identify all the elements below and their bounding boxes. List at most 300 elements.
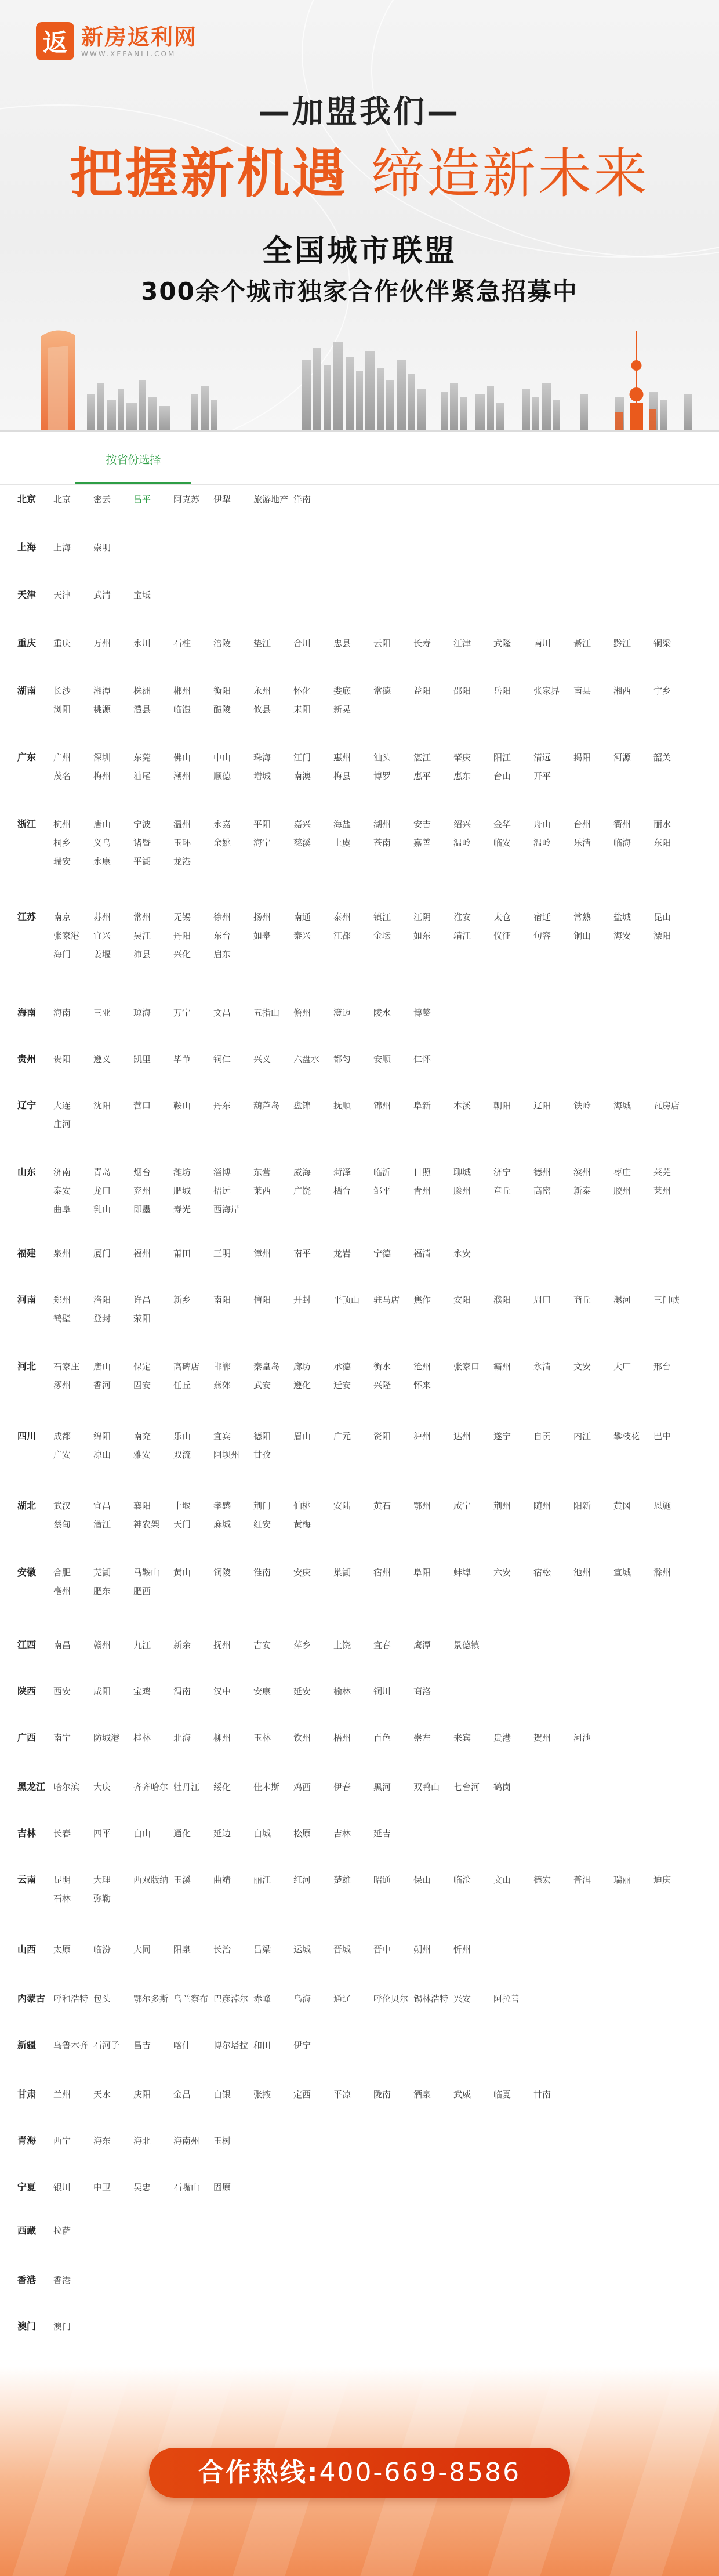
city-link[interactable]: 海盐 (333, 819, 351, 829)
city-link[interactable]: 安庆 (293, 1567, 311, 1578)
city-link[interactable]: 溧阳 (653, 930, 671, 941)
city-link[interactable]: 许昌 (133, 1295, 151, 1305)
city-link[interactable]: 牡丹江 (173, 1782, 200, 1792)
city-link[interactable]: 濮阳 (493, 1295, 511, 1305)
city-link[interactable]: 岳阳 (493, 686, 511, 696)
city-link[interactable]: 铜仁 (213, 1054, 231, 1064)
city-link[interactable]: 临沂 (373, 1167, 391, 1178)
city-link[interactable]: 肇庆 (453, 752, 471, 763)
city-link[interactable]: 如皋 (253, 930, 271, 941)
city-link[interactable]: 仁怀 (413, 1054, 431, 1064)
city-link[interactable]: 白山 (133, 1828, 151, 1839)
city-link[interactable]: 眉山 (293, 1431, 311, 1441)
city-link[interactable]: 鄂州 (413, 1501, 431, 1511)
city-link[interactable]: 梧州 (333, 1733, 351, 1743)
city-link[interactable]: 广饶 (293, 1186, 311, 1196)
city-link[interactable]: 江门 (293, 752, 311, 763)
city-link[interactable]: 淮安 (453, 912, 471, 922)
city-link[interactable]: 南充 (133, 1431, 151, 1441)
city-link[interactable]: 吴忠 (133, 2182, 151, 2193)
city-link[interactable]: 西海岸 (213, 1204, 240, 1215)
city-link[interactable]: 澳门 (53, 2321, 71, 2332)
city-link[interactable]: 石嘴山 (173, 2182, 200, 2193)
city-link[interactable]: 贵港 (493, 1733, 511, 1743)
city-link[interactable]: 文安 (573, 1361, 591, 1372)
city-link[interactable]: 广安 (53, 1450, 71, 1460)
city-link[interactable]: 南澳 (293, 771, 311, 781)
city-link[interactable]: 澄迈 (333, 1008, 351, 1018)
city-link[interactable]: 广元 (333, 1431, 351, 1441)
city-link[interactable]: 宿松 (533, 1567, 551, 1578)
city-link[interactable]: 丽江 (253, 1875, 271, 1885)
city-link[interactable]: 郑州 (53, 1295, 71, 1305)
city-link[interactable]: 栖台 (333, 1186, 351, 1196)
city-link[interactable]: 陇南 (373, 2089, 391, 2100)
city-link[interactable]: 黄冈 (613, 1501, 631, 1511)
city-link[interactable]: 娄底 (333, 686, 351, 696)
city-link[interactable]: 都匀 (333, 1054, 351, 1064)
city-link[interactable]: 贵阳 (53, 1054, 71, 1064)
city-link[interactable]: 永康 (93, 856, 111, 867)
city-link[interactable]: 蚌埠 (453, 1567, 471, 1578)
city-link[interactable]: 宜宾 (213, 1431, 231, 1441)
city-link[interactable]: 钦州 (293, 1733, 311, 1743)
city-link[interactable]: 瓦房店 (653, 1100, 680, 1111)
city-link[interactable]: 荆州 (493, 1501, 511, 1511)
city-link[interactable]: 漯河 (613, 1295, 631, 1305)
city-link[interactable]: 龙口 (93, 1186, 111, 1196)
city-link[interactable]: 张家口 (453, 1361, 480, 1372)
city-link[interactable]: 北京 (53, 494, 71, 505)
city-link[interactable]: 肥东 (93, 1586, 111, 1596)
city-link[interactable]: 句容 (533, 930, 551, 941)
city-link[interactable]: 临海 (613, 838, 631, 848)
city-link[interactable]: 兴化 (173, 949, 191, 959)
city-link[interactable]: 贺州 (533, 1733, 551, 1743)
city-link[interactable]: 新乡 (173, 1295, 191, 1305)
city-link[interactable]: 即墨 (133, 1204, 151, 1215)
city-link[interactable]: 香河 (93, 1380, 111, 1390)
city-link[interactable]: 呼和浩特 (53, 1994, 89, 2004)
city-link[interactable]: 黔江 (613, 638, 631, 648)
city-link[interactable]: 呼伦贝尔 (373, 1994, 409, 2004)
city-link[interactable]: 安康 (253, 1686, 271, 1697)
city-link[interactable]: 绵阳 (93, 1431, 111, 1441)
city-link[interactable]: 承德 (333, 1361, 351, 1372)
city-link[interactable]: 弥勒 (93, 1893, 111, 1904)
city-link[interactable]: 鹤壁 (53, 1313, 71, 1324)
city-link[interactable]: 永清 (533, 1361, 551, 1372)
city-link[interactable]: 襄阳 (133, 1501, 151, 1511)
city-link[interactable]: 铜梁 (653, 638, 671, 648)
city-link[interactable]: 瑞安 (53, 856, 71, 867)
city-link[interactable]: 柳州 (213, 1733, 231, 1743)
city-link[interactable]: 莱芜 (653, 1167, 671, 1178)
city-link[interactable]: 博罗 (373, 771, 391, 781)
tab-by-province[interactable]: 按省份选择 (75, 450, 191, 484)
city-link[interactable]: 兰州 (53, 2089, 71, 2100)
city-link[interactable]: 南宁 (53, 1733, 71, 1743)
city-link[interactable]: 邯郸 (213, 1361, 231, 1372)
city-link[interactable]: 恩施 (653, 1501, 671, 1511)
city-link[interactable]: 营口 (133, 1100, 151, 1111)
city-link[interactable]: 松原 (293, 1828, 311, 1839)
city-link[interactable]: 西安 (53, 1686, 71, 1697)
city-link[interactable]: 南川 (533, 638, 551, 648)
city-link[interactable]: 延安 (293, 1686, 311, 1697)
city-link[interactable]: 西宁 (53, 2136, 71, 2146)
city-link[interactable]: 淮南 (253, 1567, 271, 1578)
city-link[interactable]: 宿迁 (533, 912, 551, 922)
city-link[interactable]: 廊坊 (293, 1361, 311, 1372)
city-link[interactable]: 宝鸡 (133, 1686, 151, 1697)
city-link[interactable]: 鹤岗 (493, 1782, 511, 1792)
city-link[interactable]: 遵化 (293, 1380, 311, 1390)
city-link[interactable]: 凉山 (93, 1450, 111, 1460)
city-link[interactable]: 青岛 (93, 1167, 111, 1178)
city-link[interactable]: 龙岩 (333, 1248, 351, 1259)
city-link[interactable]: 平顶山 (333, 1295, 360, 1305)
city-link[interactable]: 昌平 (133, 494, 151, 505)
city-link[interactable]: 茂名 (53, 771, 71, 781)
city-link[interactable]: 黄石 (373, 1501, 391, 1511)
city-link[interactable]: 银川 (53, 2182, 71, 2193)
city-link[interactable]: 双鸭山 (413, 1782, 440, 1792)
city-link[interactable]: 莱州 (653, 1186, 671, 1196)
city-link[interactable]: 醴陵 (213, 704, 231, 715)
city-link[interactable]: 景德镇 (453, 1640, 480, 1650)
city-link[interactable]: 保山 (413, 1875, 431, 1885)
city-link[interactable]: 潮州 (173, 771, 191, 781)
city-link[interactable]: 海北 (133, 2136, 151, 2146)
city-link[interactable]: 吴江 (133, 930, 151, 941)
city-link[interactable]: 驻马店 (373, 1295, 400, 1305)
city-link[interactable]: 汕尾 (133, 771, 151, 781)
city-link[interactable]: 武威 (453, 2089, 471, 2100)
city-link[interactable]: 江都 (333, 930, 351, 941)
city-link[interactable]: 红安 (253, 1519, 271, 1530)
city-link[interactable]: 揭阳 (573, 752, 591, 763)
city-link[interactable]: 任丘 (173, 1380, 191, 1390)
city-link[interactable]: 周口 (533, 1295, 551, 1305)
city-link[interactable]: 台山 (493, 771, 511, 781)
city-link[interactable]: 常州 (133, 912, 151, 922)
city-link[interactable]: 陵水 (373, 1008, 391, 1018)
city-link[interactable]: 通辽 (333, 1994, 351, 2004)
city-link[interactable]: 巴中 (653, 1431, 671, 1441)
city-link[interactable]: 乐山 (173, 1431, 191, 1441)
city-link[interactable]: 安吉 (413, 819, 431, 829)
city-link[interactable]: 葫芦岛 (253, 1100, 280, 1111)
city-link[interactable]: 曲阜 (53, 1204, 71, 1215)
city-link[interactable]: 萍乡 (293, 1640, 311, 1650)
city-link[interactable]: 吕梁 (253, 1944, 271, 1955)
city-link[interactable]: 高碑店 (173, 1361, 200, 1372)
city-link[interactable]: 宁德 (373, 1248, 391, 1259)
city-link[interactable]: 阳江 (493, 752, 511, 763)
city-link[interactable]: 怀化 (293, 686, 311, 696)
city-link[interactable]: 忠县 (333, 638, 351, 648)
city-link[interactable]: 永州 (253, 686, 271, 696)
city-link[interactable]: 焦作 (413, 1295, 431, 1305)
city-link[interactable]: 聊城 (453, 1167, 471, 1178)
city-link[interactable]: 沈阳 (93, 1100, 111, 1111)
city-link[interactable]: 乳山 (93, 1204, 111, 1215)
city-link[interactable]: 齐齐哈尔 (133, 1782, 169, 1792)
city-link[interactable]: 珠海 (253, 752, 271, 763)
city-link[interactable]: 东阳 (653, 838, 671, 848)
city-link[interactable]: 凯里 (133, 1054, 151, 1064)
city-link[interactable]: 永嘉 (213, 819, 231, 829)
city-link[interactable]: 武汉 (53, 1501, 71, 1511)
city-link[interactable]: 曲靖 (213, 1875, 231, 1885)
city-link[interactable]: 上虞 (333, 838, 351, 848)
city-link[interactable]: 内江 (573, 1431, 591, 1441)
city-link[interactable]: 抚顺 (333, 1100, 351, 1111)
city-link[interactable]: 喀什 (173, 2040, 191, 2050)
city-link[interactable]: 甘孜 (253, 1450, 271, 1460)
city-link[interactable]: 巢湖 (333, 1567, 351, 1578)
city-link[interactable]: 宣城 (613, 1567, 631, 1578)
city-link[interactable]: 沧州 (413, 1361, 431, 1372)
city-link[interactable]: 盐城 (613, 912, 631, 922)
city-link[interactable]: 伊犁 (213, 494, 231, 505)
city-link[interactable]: 咸阳 (93, 1686, 111, 1697)
city-link[interactable]: 张家港 (53, 930, 80, 941)
city-link[interactable]: 镇江 (373, 912, 391, 922)
city-link[interactable]: 天津 (53, 590, 71, 600)
city-link[interactable]: 海南 (53, 1008, 71, 1018)
city-link[interactable]: 长春 (53, 1828, 71, 1839)
city-link[interactable]: 沛县 (133, 949, 151, 959)
city-link[interactable]: 长治 (213, 1944, 231, 1955)
city-link[interactable]: 商洛 (413, 1686, 431, 1697)
city-link[interactable]: 伊宁 (293, 2040, 311, 2050)
city-link[interactable]: 乌兰察布 (173, 1994, 209, 2004)
city-link[interactable]: 阿拉善 (493, 1994, 520, 2004)
city-link[interactable]: 江阴 (413, 912, 431, 922)
city-link[interactable]: 哈尔滨 (53, 1782, 80, 1792)
city-link[interactable]: 榆林 (333, 1686, 351, 1697)
city-link[interactable]: 惠平 (413, 771, 431, 781)
city-link[interactable]: 固安 (133, 1380, 151, 1390)
city-link[interactable]: 桐乡 (53, 838, 71, 848)
city-link[interactable]: 诸暨 (133, 838, 151, 848)
city-link[interactable]: 泰州 (333, 912, 351, 922)
city-link[interactable]: 天门 (173, 1519, 191, 1530)
city-link[interactable]: 酒泉 (413, 2089, 431, 2100)
city-link[interactable]: 平湖 (133, 856, 151, 867)
city-link[interactable]: 防城港 (93, 1733, 120, 1743)
city-link[interactable]: 太原 (53, 1944, 71, 1955)
city-link[interactable]: 忻州 (453, 1944, 471, 1955)
city-link[interactable]: 邹平 (373, 1186, 391, 1196)
city-link[interactable]: 崇左 (413, 1733, 431, 1743)
city-link[interactable]: 合肥 (53, 1567, 71, 1578)
city-link[interactable]: 永安 (453, 1248, 471, 1259)
city-link[interactable]: 汕头 (373, 752, 391, 763)
city-link[interactable]: 玉环 (173, 838, 191, 848)
city-link[interactable]: 芜湖 (93, 1567, 111, 1578)
city-link[interactable]: 大厂 (613, 1361, 631, 1372)
city-link[interactable]: 汉中 (213, 1686, 231, 1697)
city-link[interactable]: 洛阳 (93, 1295, 111, 1305)
city-link[interactable]: 滨州 (573, 1167, 591, 1178)
city-link[interactable]: 达州 (453, 1431, 471, 1441)
city-link[interactable]: 肥城 (173, 1186, 191, 1196)
city-link[interactable]: 孝感 (213, 1501, 231, 1511)
city-link[interactable]: 攸县 (253, 704, 271, 715)
city-link[interactable]: 长寿 (413, 638, 431, 648)
city-link[interactable]: 温岭 (453, 838, 471, 848)
city-link[interactable]: 拉萨 (53, 2226, 71, 2236)
city-link[interactable]: 漳州 (253, 1248, 271, 1259)
city-link[interactable]: 安陆 (333, 1501, 351, 1511)
city-link[interactable]: 惠东 (453, 771, 471, 781)
city-link[interactable]: 綦江 (573, 638, 591, 648)
city-link[interactable]: 石家庄 (53, 1361, 80, 1372)
city-link[interactable]: 郴州 (173, 686, 191, 696)
city-link[interactable]: 厦门 (93, 1248, 111, 1259)
city-link[interactable]: 香港 (53, 2275, 71, 2285)
city-link[interactable]: 澧县 (133, 704, 151, 715)
city-link[interactable]: 温岭 (533, 838, 551, 848)
city-link[interactable]: 新泰 (573, 1186, 591, 1196)
city-link[interactable]: 荥阳 (133, 1313, 151, 1324)
city-link[interactable]: 桂林 (133, 1733, 151, 1743)
city-link[interactable]: 泰兴 (293, 930, 311, 941)
city-link[interactable]: 菏泽 (333, 1167, 351, 1178)
city-link[interactable]: 济宁 (493, 1167, 511, 1178)
city-link[interactable]: 招远 (213, 1186, 231, 1196)
city-link[interactable]: 义乌 (93, 838, 111, 848)
city-link[interactable]: 三明 (213, 1248, 231, 1259)
city-link[interactable]: 燕郊 (213, 1380, 231, 1390)
city-link[interactable]: 安顺 (373, 1054, 391, 1064)
city-link[interactable]: 宜兴 (93, 930, 111, 941)
city-link[interactable]: 白银 (213, 2089, 231, 2100)
city-link[interactable]: 博鳌 (413, 1008, 431, 1018)
city-link[interactable]: 铜陵 (213, 1567, 231, 1578)
city-link[interactable]: 肥西 (133, 1586, 151, 1596)
city-link[interactable]: 苍南 (373, 838, 391, 848)
city-link[interactable]: 枣庄 (613, 1167, 631, 1178)
city-link[interactable]: 南通 (293, 912, 311, 922)
city-link[interactable]: 迪庆 (653, 1875, 671, 1885)
city-link[interactable]: 登封 (93, 1313, 111, 1324)
city-link[interactable]: 海门 (53, 949, 71, 959)
city-link[interactable]: 阳泉 (173, 1944, 191, 1955)
city-link[interactable]: 济南 (53, 1167, 71, 1178)
city-link[interactable]: 顺德 (213, 771, 231, 781)
city-link[interactable]: 金华 (493, 819, 511, 829)
city-link[interactable]: 资阳 (373, 1431, 391, 1441)
city-link[interactable]: 绍兴 (453, 819, 471, 829)
city-link[interactable]: 潜江 (93, 1519, 111, 1530)
city-link[interactable]: 兴隆 (373, 1380, 391, 1390)
city-link[interactable]: 安阳 (453, 1295, 471, 1305)
city-link[interactable]: 阿克苏 (173, 494, 200, 505)
city-link[interactable]: 云阳 (373, 638, 391, 648)
city-link[interactable]: 无锡 (173, 912, 191, 922)
city-link[interactable]: 福清 (413, 1248, 431, 1259)
city-link[interactable]: 莱西 (253, 1186, 271, 1196)
city-link[interactable]: 滕州 (453, 1186, 471, 1196)
city-link[interactable]: 丹东 (213, 1100, 231, 1111)
city-link[interactable]: 七台河 (453, 1782, 480, 1792)
city-link[interactable]: 临安 (493, 838, 511, 848)
city-link[interactable]: 延吉 (373, 1828, 391, 1839)
city-link[interactable]: 九江 (133, 1640, 151, 1650)
city-link[interactable]: 海城 (613, 1100, 631, 1111)
city-link[interactable]: 武清 (93, 590, 111, 600)
city-link[interactable]: 扬州 (253, 912, 271, 922)
city-link[interactable]: 吉安 (253, 1640, 271, 1650)
city-link[interactable]: 耒阳 (293, 704, 311, 715)
city-link[interactable]: 章丘 (493, 1186, 511, 1196)
city-link[interactable]: 宜昌 (93, 1501, 111, 1511)
city-link[interactable]: 北海 (173, 1733, 191, 1743)
city-link[interactable]: 平凉 (333, 2089, 351, 2100)
city-link[interactable]: 迁安 (333, 1380, 351, 1390)
city-link[interactable]: 仙桃 (293, 1501, 311, 1511)
city-link[interactable]: 锦州 (373, 1100, 391, 1111)
city-link[interactable]: 佛山 (173, 752, 191, 763)
city-link[interactable]: 南平 (293, 1248, 311, 1259)
city-link[interactable]: 苏州 (93, 912, 111, 922)
city-link[interactable]: 黄山 (173, 1567, 191, 1578)
city-link[interactable]: 南阳 (213, 1295, 231, 1305)
city-link[interactable]: 定西 (293, 2089, 311, 2100)
city-link[interactable]: 通化 (173, 1828, 191, 1839)
city-link[interactable]: 株洲 (133, 686, 151, 696)
city-link[interactable]: 武隆 (493, 638, 511, 648)
city-link[interactable]: 东营 (253, 1167, 271, 1178)
city-link[interactable]: 广州 (53, 752, 71, 763)
city-link[interactable]: 临沧 (453, 1875, 471, 1885)
city-link[interactable]: 中山 (213, 752, 231, 763)
city-link[interactable]: 乌鲁木齐 (53, 2040, 89, 2050)
city-link[interactable]: 浏阳 (53, 704, 71, 715)
city-link[interactable]: 滁州 (653, 1567, 671, 1578)
city-link[interactable]: 梅县 (333, 771, 351, 781)
city-link[interactable]: 邢台 (653, 1361, 671, 1372)
city-link[interactable]: 仪征 (493, 930, 511, 941)
city-link[interactable]: 洋南 (293, 494, 311, 505)
city-link[interactable]: 温州 (173, 819, 191, 829)
city-link[interactable]: 鞍山 (173, 1100, 191, 1111)
city-link[interactable]: 庄河 (53, 1119, 71, 1129)
city-link[interactable]: 中卫 (93, 2182, 111, 2193)
city-link[interactable]: 德阳 (253, 1431, 271, 1441)
city-link[interactable]: 新晃 (333, 704, 351, 715)
city-link[interactable]: 信阳 (253, 1295, 271, 1305)
city-link[interactable]: 石河子 (93, 2040, 120, 2050)
city-link[interactable]: 淄博 (213, 1167, 231, 1178)
city-link[interactable]: 乌海 (293, 1994, 311, 2004)
city-link[interactable]: 鄂尔多斯 (133, 1994, 169, 2004)
city-link[interactable]: 高密 (533, 1186, 551, 1196)
city-link[interactable]: 佳木斯 (253, 1782, 280, 1792)
city-link[interactable]: 兖州 (133, 1186, 151, 1196)
city-link[interactable]: 天水 (93, 2089, 111, 2100)
city-link[interactable]: 东台 (213, 930, 231, 941)
city-link[interactable]: 旅游地产 (253, 494, 289, 505)
city-link[interactable]: 和田 (253, 2040, 271, 2050)
city-link[interactable]: 临汾 (93, 1944, 111, 1955)
city-link[interactable]: 张家界 (533, 686, 560, 696)
city-link[interactable]: 铁岭 (573, 1100, 591, 1111)
